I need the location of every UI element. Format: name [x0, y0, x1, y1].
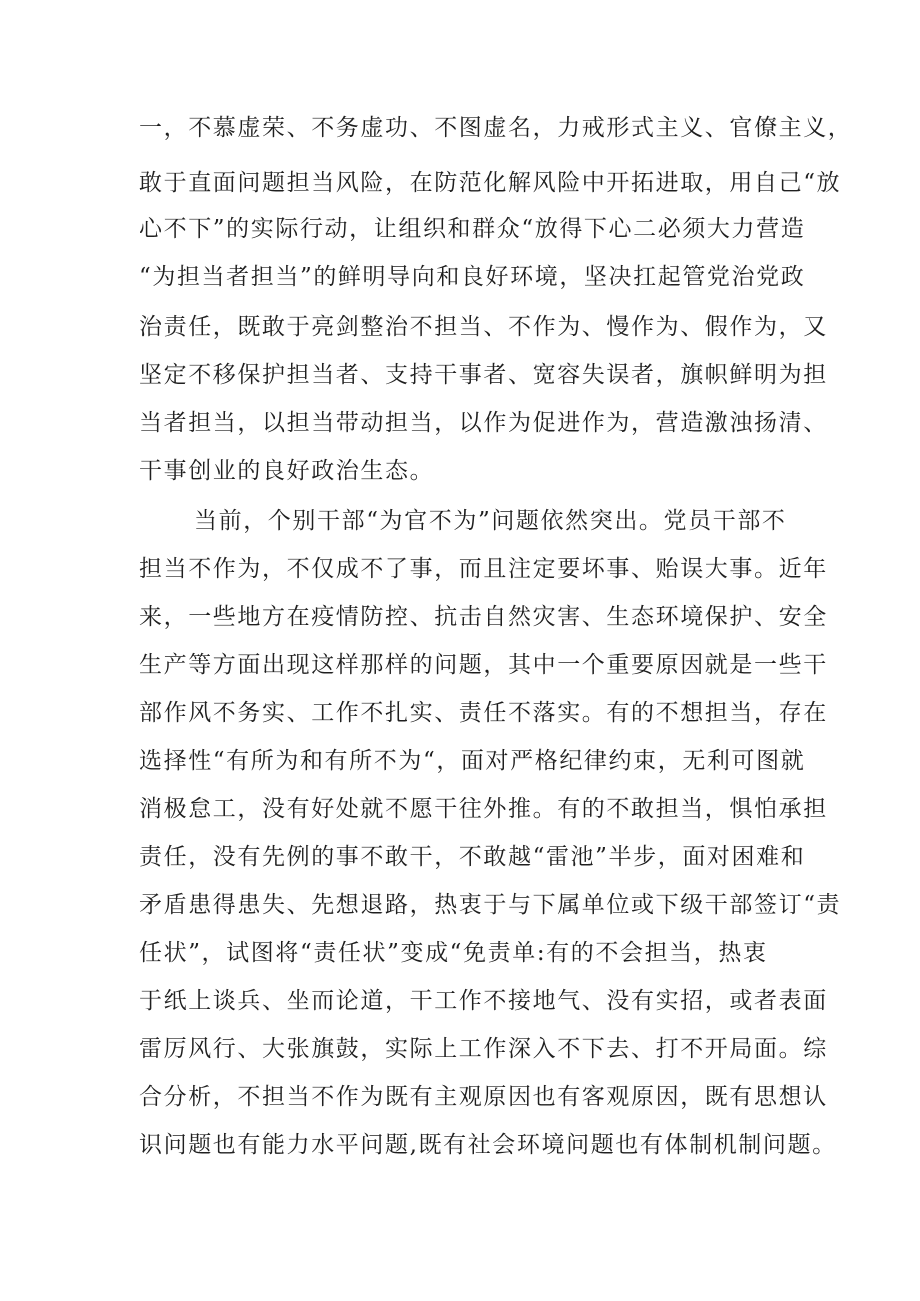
paragraph-2-line-5: 部作风不务实、工作不扎实、责任不落实。有的不想担当，存在: [139, 700, 828, 726]
paragraph-2-line-13: 合分析，不担当不作为既有主观原因也有客观原因，既有思想认: [139, 1084, 828, 1110]
paragraph-1-line-6: 坚定不移保护担当者、支持干事者、宽容失误者，旗帜鲜明为担: [139, 362, 828, 388]
paragraph-2-line-1: 当前，个别干部“为官不为”问题依然突出。党员干部不: [194, 508, 787, 534]
paragraph-1-line-2: 敢于直面问题担当风险，在防范化解风险中开拓进取，用自己“放: [139, 170, 842, 196]
paragraph-2-line-4: 生产等方面出现这样那样的问题，其中一个重要原因就是一些干: [139, 652, 828, 678]
paragraph-1-line-3: 心不下”的实际行动，让组织和群众“放得下心二必须大力营造: [139, 216, 806, 242]
paragraph-1-line-7: 当者担当，以担当带动担当，以作为促进作为，营造激浊扬清、: [139, 410, 828, 436]
paragraph-1-line-1: 一，不慕虚荣、不务虚功、不图虚名，力戒形式主义、官僚主义，: [139, 115, 853, 141]
paragraph-2-line-3: 来，一些地方在疫情防控、抗击自然灾害、生态环境保护、安全: [139, 604, 828, 630]
paragraph-1-line-8: 干事创业的良好政治生态。: [139, 458, 435, 484]
paragraph-2-line-9: 矛盾患得患失、先想退路，热衷于与下属单位或下级干部签订“责: [139, 892, 842, 918]
paragraph-2-line-7: 消极怠工，没有好处就不愿干往外推。有的不敢担当，惧怕承担: [139, 796, 828, 822]
paragraph-2-line-11: 于纸上谈兵、坐而论道，干工作不接地气、没有实招，或者表面: [139, 988, 828, 1014]
paragraph-1-line-4: “为担当者担当”的鲜明导向和良好环境，坚决扛起管党治党政: [139, 264, 806, 290]
paragraph-2-line-6: 选择性“有所为和有所不为“，面对严格纪律约束，无利可图就: [139, 748, 806, 774]
paragraph-2-line-2: 担当不作为，不仅成不了事，而且注定要坏事、贻误大事。近年: [139, 556, 828, 582]
paragraph-2-line-10: 任状”，试图将“责任状”变成“免责单:有的不会担当，热衷: [139, 940, 768, 966]
paragraph-1-line-5: 治责任，既敢于亮剑整治不担当、不作为、慢作为、假作为，又: [139, 314, 828, 340]
paragraph-2-line-14: 识问题也有能力水平问题,既有社会环境问题也有体制机制问题。: [139, 1132, 837, 1158]
paragraph-2-line-8: 责任，没有先例的事不敢干，不敢越“雷池”半步，面对困难和: [139, 844, 806, 870]
paragraph-2-line-12: 雷厉风行、大张旗鼓，实际上工作深入不下去、打不开局面。综: [139, 1036, 828, 1062]
